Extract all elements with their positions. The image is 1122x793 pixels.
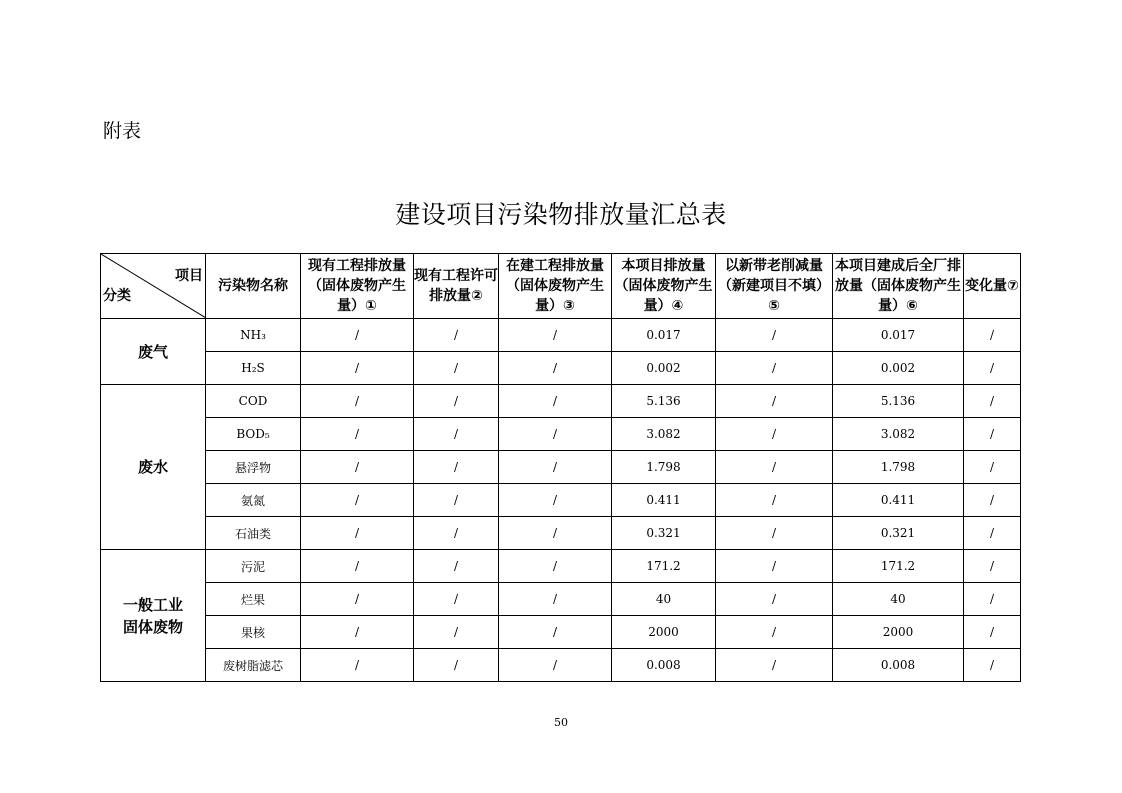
change-cell: /	[964, 517, 1021, 550]
change-cell: /	[964, 484, 1021, 517]
existing-emission-cell: /	[301, 385, 414, 418]
this-project-cell: 0.017	[612, 319, 716, 352]
reduction-cell: /	[716, 418, 833, 451]
table-row	[101, 451, 1021, 484]
column-header-pollutant: 污染物名称	[206, 254, 301, 319]
appendix-label: 附表	[103, 120, 142, 142]
under-construction-cell: /	[499, 319, 612, 352]
reduction-cell: /	[716, 649, 833, 682]
after-completion-cell: 3.082	[833, 418, 964, 451]
after-completion-cell: 0.002	[833, 352, 964, 385]
page-title: 建设项目污染物排放量汇总表	[395, 200, 727, 229]
existing-permit-cell: /	[414, 319, 499, 352]
under-construction-cell: /	[499, 484, 612, 517]
existing-emission-cell: /	[301, 649, 414, 682]
reduction-cell: /	[716, 319, 833, 352]
under-construction-cell: /	[499, 352, 612, 385]
pollutant-name-cell: 废树脂滤芯	[206, 649, 301, 682]
this-project-cell: 0.411	[612, 484, 716, 517]
this-project-cell: 1.798	[612, 451, 716, 484]
under-construction-cell: /	[499, 550, 612, 583]
reduction-cell: /	[716, 352, 833, 385]
after-completion-cell: 0.008	[833, 649, 964, 682]
pollutant-name-cell: 石油类	[206, 517, 301, 550]
table-row	[101, 385, 1021, 418]
reduction-cell: /	[716, 583, 833, 616]
table-row	[101, 418, 1021, 451]
this-project-cell: 2000	[612, 616, 716, 649]
after-completion-cell: 2000	[833, 616, 964, 649]
this-project-cell: 40	[612, 583, 716, 616]
existing-emission-cell: /	[301, 352, 414, 385]
pollutant-summary-table	[100, 253, 1021, 682]
column-header-existing-permit: 现有工程许可排放量②	[414, 254, 499, 319]
column-header-this-project: 本项目排放量（固体废物产生量）④	[612, 254, 716, 319]
this-project-cell: 171.2	[612, 550, 716, 583]
after-completion-cell: 40	[833, 583, 964, 616]
table-row	[101, 616, 1021, 649]
reduction-cell: /	[716, 451, 833, 484]
table-row	[101, 517, 1021, 550]
change-cell: /	[964, 451, 1021, 484]
existing-permit-cell: /	[414, 583, 499, 616]
table-body	[101, 319, 1021, 682]
pollutant-name-cell: H₂S	[206, 352, 301, 385]
pollutant-name-cell: BOD₅	[206, 418, 301, 451]
under-construction-cell: /	[499, 616, 612, 649]
existing-emission-cell: /	[301, 616, 414, 649]
after-completion-cell: 1.798	[833, 451, 964, 484]
after-completion-cell: 5.136	[833, 385, 964, 418]
pollutant-name-cell: 烂果	[206, 583, 301, 616]
category-wastewater: 废水	[101, 385, 206, 550]
column-header-change: 变化量⑦	[964, 254, 1021, 319]
existing-permit-cell: /	[414, 385, 499, 418]
column-header-reduction: 以新带老削减量（新建项目不填）⑤	[716, 254, 833, 319]
under-construction-cell: /	[499, 583, 612, 616]
reduction-cell: /	[716, 517, 833, 550]
under-construction-cell: /	[499, 649, 612, 682]
table-row	[101, 583, 1021, 616]
after-completion-cell: 0.017	[833, 319, 964, 352]
existing-emission-cell: /	[301, 319, 414, 352]
after-completion-cell: 171.2	[833, 550, 964, 583]
this-project-cell: 3.082	[612, 418, 716, 451]
table-row	[101, 319, 1021, 352]
this-project-cell: 0.321	[612, 517, 716, 550]
change-cell: /	[964, 352, 1021, 385]
change-cell: /	[964, 649, 1021, 682]
existing-emission-cell: /	[301, 583, 414, 616]
this-project-cell: 0.008	[612, 649, 716, 682]
existing-permit-cell: /	[414, 451, 499, 484]
under-construction-cell: /	[499, 517, 612, 550]
pollutant-name-cell: 果核	[206, 616, 301, 649]
pollutant-name-cell: 污泥	[206, 550, 301, 583]
existing-permit-cell: /	[414, 649, 499, 682]
column-header-after-completion: 本项目建成后全厂排放量（固体废物产生量）⑥	[833, 254, 964, 319]
header-row	[101, 254, 1021, 319]
table-row	[101, 352, 1021, 385]
existing-permit-cell: /	[414, 517, 499, 550]
header-corner-cell	[101, 254, 206, 319]
change-cell: /	[964, 583, 1021, 616]
existing-permit-cell: /	[414, 550, 499, 583]
this-project-cell: 0.002	[612, 352, 716, 385]
category-waste-gas: 废气	[101, 319, 206, 385]
existing-permit-cell: /	[414, 352, 499, 385]
change-cell: /	[964, 319, 1021, 352]
reduction-cell: /	[716, 484, 833, 517]
existing-emission-cell: /	[301, 550, 414, 583]
reduction-cell: /	[716, 385, 833, 418]
under-construction-cell: /	[499, 385, 612, 418]
existing-emission-cell: /	[301, 517, 414, 550]
this-project-cell: 5.136	[612, 385, 716, 418]
header-corner-category-label: 分类	[103, 288, 131, 304]
reduction-cell: /	[716, 616, 833, 649]
table-row	[101, 484, 1021, 517]
existing-permit-cell: /	[414, 484, 499, 517]
existing-permit-cell: /	[414, 418, 499, 451]
reduction-cell: /	[716, 550, 833, 583]
pollutant-name-cell: COD	[206, 385, 301, 418]
existing-permit-cell: /	[414, 616, 499, 649]
existing-emission-cell: /	[301, 484, 414, 517]
table-row	[101, 550, 1021, 583]
category-solid-waste: 一般工业固体废物	[101, 550, 206, 682]
page-number: 50	[554, 716, 568, 729]
change-cell: /	[964, 385, 1021, 418]
pollutant-name-cell: 悬浮物	[206, 451, 301, 484]
table-row	[101, 649, 1021, 682]
column-header-existing-emission: 现有工程排放量（固体废物产生量）①	[301, 254, 414, 319]
change-cell: /	[964, 550, 1021, 583]
existing-emission-cell: /	[301, 451, 414, 484]
pollutant-name-cell: NH₃	[206, 319, 301, 352]
after-completion-cell: 0.321	[833, 517, 964, 550]
after-completion-cell: 0.411	[833, 484, 964, 517]
column-header-under-construction: 在建工程排放量（固体废物产生量）③	[499, 254, 612, 319]
change-cell: /	[964, 616, 1021, 649]
existing-emission-cell: /	[301, 418, 414, 451]
under-construction-cell: /	[499, 451, 612, 484]
under-construction-cell: /	[499, 418, 612, 451]
header-corner-item-label: 项目	[175, 268, 203, 284]
change-cell: /	[964, 418, 1021, 451]
pollutant-name-cell: 氨氮	[206, 484, 301, 517]
